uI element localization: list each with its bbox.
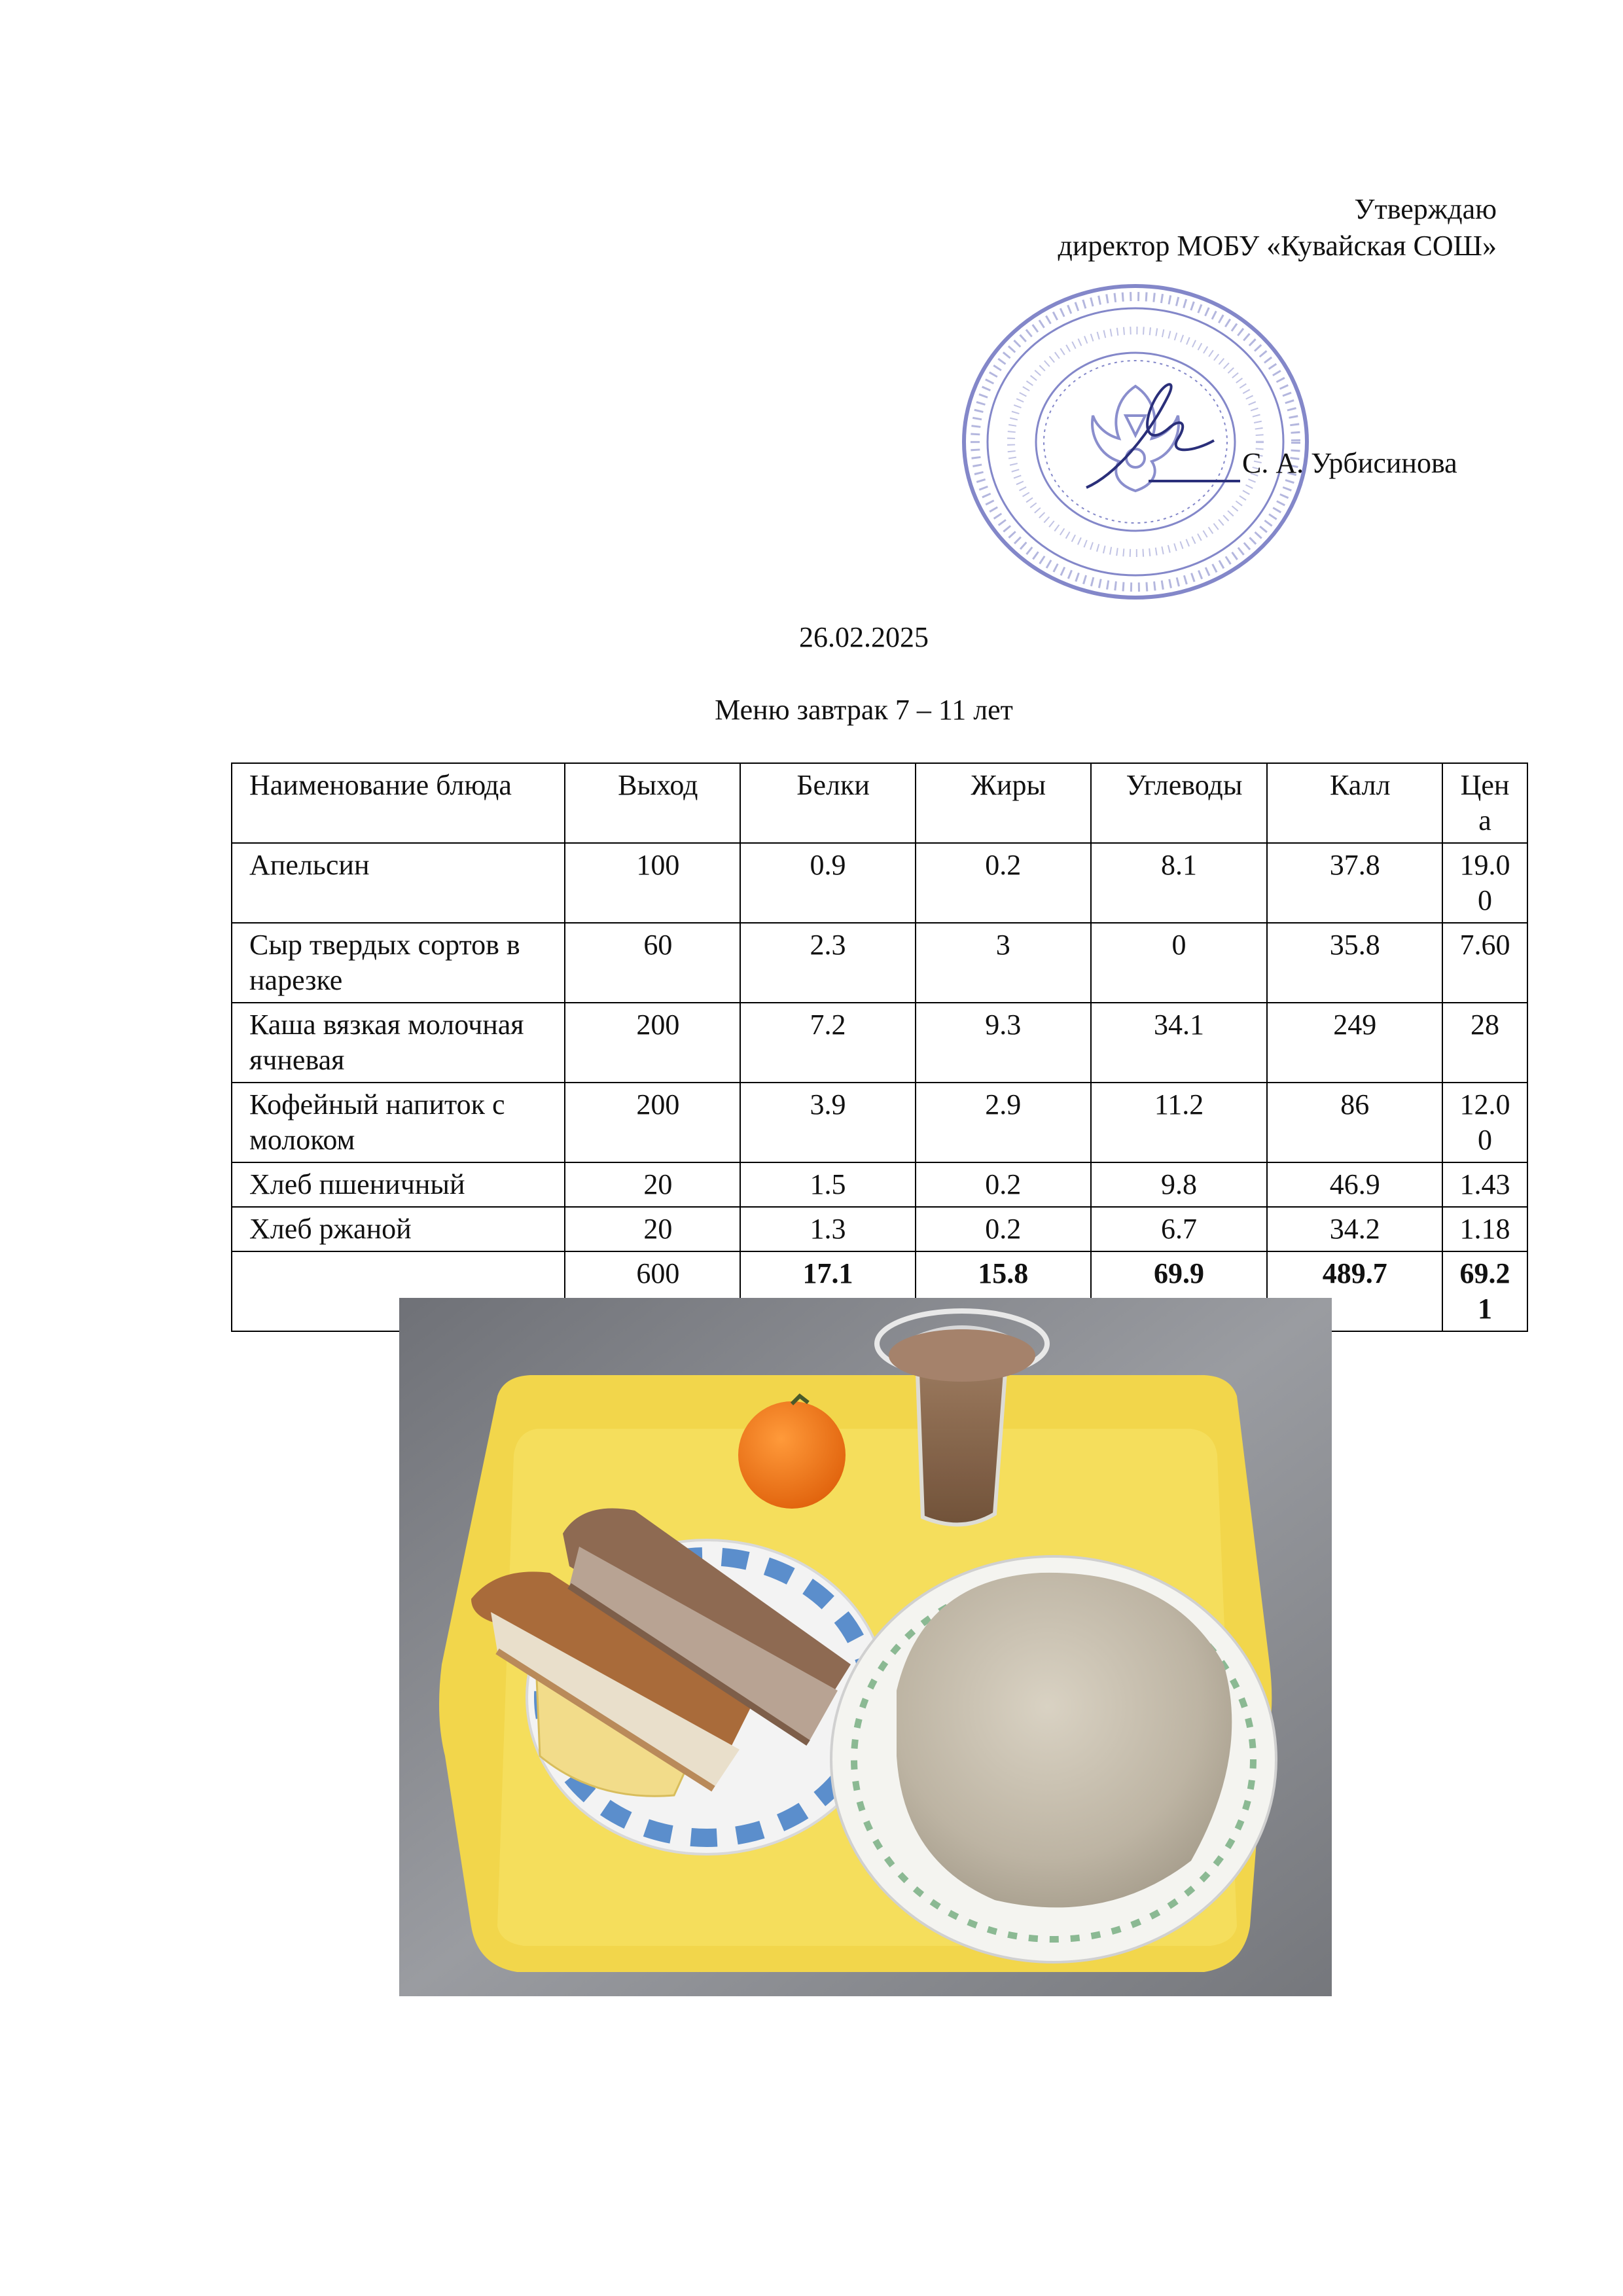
header-cell: Выход — [565, 763, 740, 843]
total-output: 600 — [565, 1251, 740, 1331]
dish-kcal: 46.9 — [1267, 1162, 1442, 1207]
dish-output: 20 — [565, 1162, 740, 1207]
dish-price: 7.60 — [1442, 923, 1527, 1003]
table-row — [232, 923, 1527, 1003]
dish-carbs: 34.1 — [1091, 1003, 1268, 1083]
dish-kcal: 37.8 — [1267, 843, 1442, 923]
dish-name: Хлеб пшеничный — [232, 1162, 565, 1207]
dish-carbs: 11.2 — [1091, 1083, 1268, 1162]
dish-fat: 0.2 — [916, 1162, 1091, 1207]
dish-output: 20 — [565, 1207, 740, 1251]
approval-title: Утверждаю — [1354, 193, 1497, 225]
dish-output: 60 — [565, 923, 740, 1003]
official-stamp — [952, 272, 1319, 612]
total-fat: 15.8 — [916, 1251, 1091, 1331]
total-kcal: 489.7 — [1267, 1251, 1442, 1331]
menu-title: Меню завтрак 7 – 11 лет — [715, 694, 1013, 726]
table-row — [232, 1162, 1527, 1207]
dish-carbs: 6.7 — [1091, 1207, 1268, 1251]
dish-protein: 1.5 — [740, 1162, 916, 1207]
dish-fat: 2.9 — [916, 1083, 1091, 1162]
dish-carbs: 0 — [1091, 923, 1268, 1003]
dish-carbs: 8.1 — [1091, 843, 1268, 923]
dish-name: Хлеб ржаной — [232, 1207, 565, 1251]
dish-protein: 7.2 — [740, 1003, 916, 1083]
dish-name: Апельсин — [232, 843, 565, 923]
dish-carbs: 9.8 — [1091, 1162, 1268, 1207]
dish-price: 1.43 — [1442, 1162, 1527, 1207]
porridge-plate — [831, 1556, 1276, 1962]
dish-output: 100 — [565, 843, 740, 923]
dish-fat: 9.3 — [916, 1003, 1091, 1083]
menu-table — [231, 762, 1528, 1332]
dish-kcal: 249 — [1267, 1003, 1442, 1083]
approval-position: директор МОБУ «Кувайская СОШ» — [1058, 230, 1497, 262]
dish-name: Каша вязкая молочная ячневая — [232, 1003, 565, 1083]
table-row — [232, 1003, 1527, 1083]
dish-protein: 0.9 — [740, 843, 916, 923]
dish-kcal: 34.2 — [1267, 1207, 1442, 1251]
dish-fat: 3 — [916, 923, 1091, 1003]
dish-kcal: 35.8 — [1267, 923, 1442, 1003]
dish-protein: 3.9 — [740, 1083, 916, 1162]
dish-name: Кофейный напиток с молоком — [232, 1083, 565, 1162]
dish-protein: 2.3 — [740, 923, 916, 1003]
total-protein: 17.1 — [740, 1251, 916, 1331]
dish-fat: 0.2 — [916, 843, 1091, 923]
dish-fat: 0.2 — [916, 1207, 1091, 1251]
table-row — [232, 843, 1527, 923]
table-row — [232, 1083, 1527, 1162]
header-cell: Калл — [1267, 763, 1442, 843]
header-cell: Углеводы — [1091, 763, 1268, 843]
dish-price: 19.00 — [1442, 843, 1527, 923]
dish-output: 200 — [565, 1083, 740, 1162]
header-cell: Наименование блюда — [232, 763, 565, 843]
dish-protein: 1.3 — [740, 1207, 916, 1251]
table-header-row — [232, 763, 1527, 843]
dish-name: Сыр твердых сортов в нарезке — [232, 923, 565, 1003]
dish-kcal: 86 — [1267, 1083, 1442, 1162]
signer-name: С. А. Урбисинова — [1242, 447, 1457, 479]
approval-block — [1058, 191, 1497, 264]
menu-date: 26.02.2025 — [799, 621, 929, 653]
dish-output: 200 — [565, 1003, 740, 1083]
meal-photo — [399, 1298, 1332, 1996]
header-cell: Белки — [740, 763, 916, 843]
table-row — [232, 1207, 1527, 1251]
total-price: 69.21 — [1442, 1251, 1527, 1331]
dish-price: 1.18 — [1442, 1207, 1527, 1251]
total-carbs: 69.9 — [1091, 1251, 1268, 1331]
dish-price: 12.00 — [1442, 1083, 1527, 1162]
header-cell: Жиры — [916, 763, 1091, 843]
header-cell: Цена — [1442, 763, 1527, 843]
dish-price: 28 — [1442, 1003, 1527, 1083]
